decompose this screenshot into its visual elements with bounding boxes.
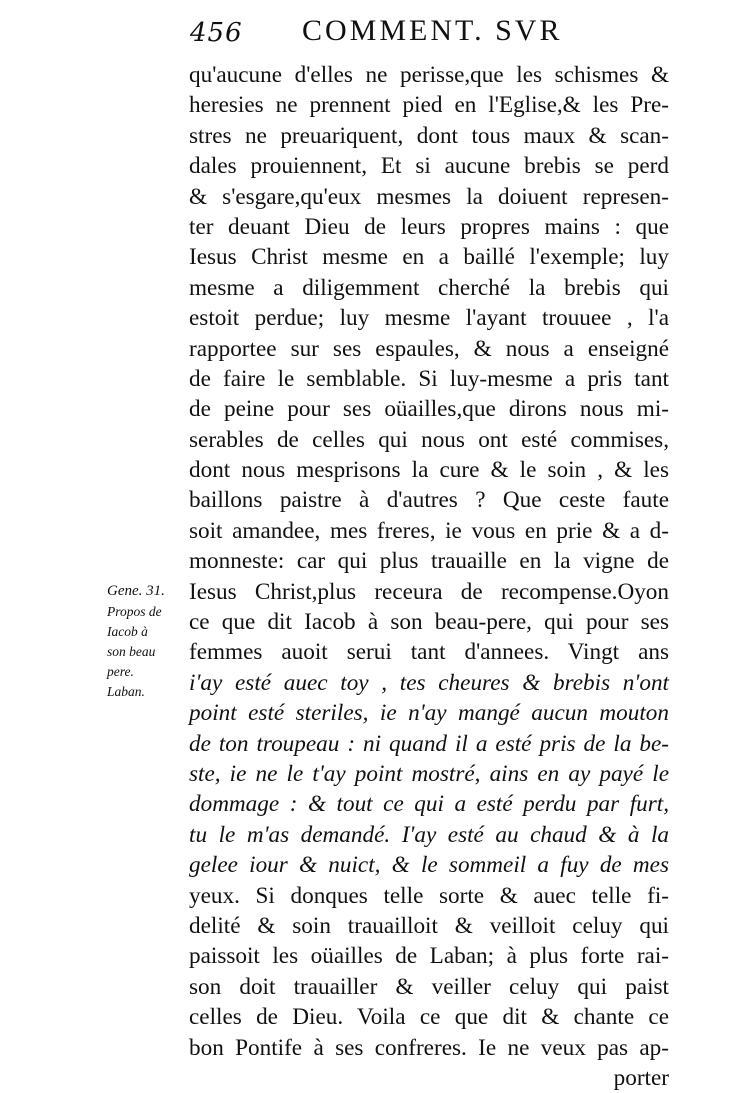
margin-note-line: pere.: [107, 664, 134, 679]
text-line: heresies ne prennent pied en l'Eglise,& les Pre-: [189, 92, 669, 119]
text-line: estoit perdue; luy mesme l'ayant trouuee , l'a: [189, 305, 669, 332]
margin-note-line: son beau: [107, 644, 156, 659]
text-line: son doit trauailler & veiller celuy qui paist: [189, 973, 669, 1000]
text-line: monneste: car qui plus trauaille en la vigne de: [189, 548, 669, 575]
text-line: rapportee sur ses espaules, & nous a enseigné: [189, 335, 669, 362]
catchword: porter: [613, 1064, 669, 1091]
running-head: COMMENT. SVR: [302, 14, 563, 47]
quoted-text-line: i'ay esté auec toy , tes cheures & brebis n'ont: [189, 669, 669, 696]
margin-note-line: Laban.: [107, 684, 145, 699]
text-line: dales prouiennent, Et si aucune brebis se perd: [189, 153, 669, 180]
text-line: femmes auoit serui tant d'annees. Vingt ans: [189, 639, 669, 666]
text-line: dont nous mesprisons la cure & le soin , & les: [189, 457, 669, 484]
quoted-text-line: de ton troupeau : ni quand il a esté pris de la be-: [189, 730, 669, 757]
quoted-text-line: point esté steriles, ie n'ay mangé aucun mouton: [189, 700, 669, 727]
text-line: qu'aucune d'elles ne perisse,que les schismes &: [189, 62, 669, 88]
quoted-text-line: tu le m'as demandé. I'ay esté au chaud & à la: [189, 821, 669, 848]
text-line: yeux. Si donques telle sorte & auec telle fi-: [189, 882, 669, 909]
text-line: ter deuant Dieu de leurs propres mains : que: [189, 213, 669, 240]
margin-note: [107, 580, 187, 702]
text-line: baillons paistre à d'autres ? Que ceste faute: [189, 487, 669, 514]
quoted-text-line: gelee iour & nuict, & le sommeil a fuy de mes: [189, 852, 669, 879]
text-line: serables de celles qui nous ont esté commises,: [189, 426, 669, 453]
text-line: Iesus Christ mesme en a baillé l'exemple; luy: [189, 244, 669, 271]
margin-note-line: Gene. 31.: [107, 583, 165, 599]
page-header: [190, 14, 670, 54]
margin-note-line: Propos de: [107, 604, 162, 619]
text-line: Iesus Christ,plus receura de recompense.Oyon: [189, 578, 669, 605]
text-line: ce que dit Iacob à son beau-pere, qui pour ses: [189, 609, 669, 636]
text-line: paissoit les oüailles de Laban; à plus forte rai-: [189, 943, 669, 970]
text-line: soit amandee, mes freres, ie vous en prie & a d-: [189, 517, 669, 544]
text-line: mesme a diligemment cherché la brebis qui: [189, 274, 669, 301]
page-number: 456: [190, 18, 243, 48]
body-text: [189, 60, 669, 1093]
text-line: & s'esgare,qu'eux mesmes la doiuent represen-: [189, 183, 669, 210]
text-line: delité & soin trauailloit & veilloit celuy qui: [189, 912, 669, 939]
quoted-text-line: dommage : & tout ce qui a esté perdu par furt,: [189, 791, 669, 818]
text-line: de peine pour ses oüailles,que dirons nous mi-: [189, 396, 669, 423]
margin-note-line: Iacob à: [107, 624, 148, 639]
text-line: de faire le semblable. Si luy-mesme a pris tant: [189, 365, 669, 392]
quoted-text-line: ste, ie ne le t'ay point mostré, ains en ay payé le: [189, 760, 669, 787]
text-line: stres ne preuariquent, dont tous maux & scan-: [189, 122, 669, 149]
text-line: celles de Dieu. Voila ce que dit & chante ce: [189, 1004, 669, 1031]
text-line: bon Pontife à ses confreres. Ie ne veux pas ap-: [189, 1034, 669, 1061]
